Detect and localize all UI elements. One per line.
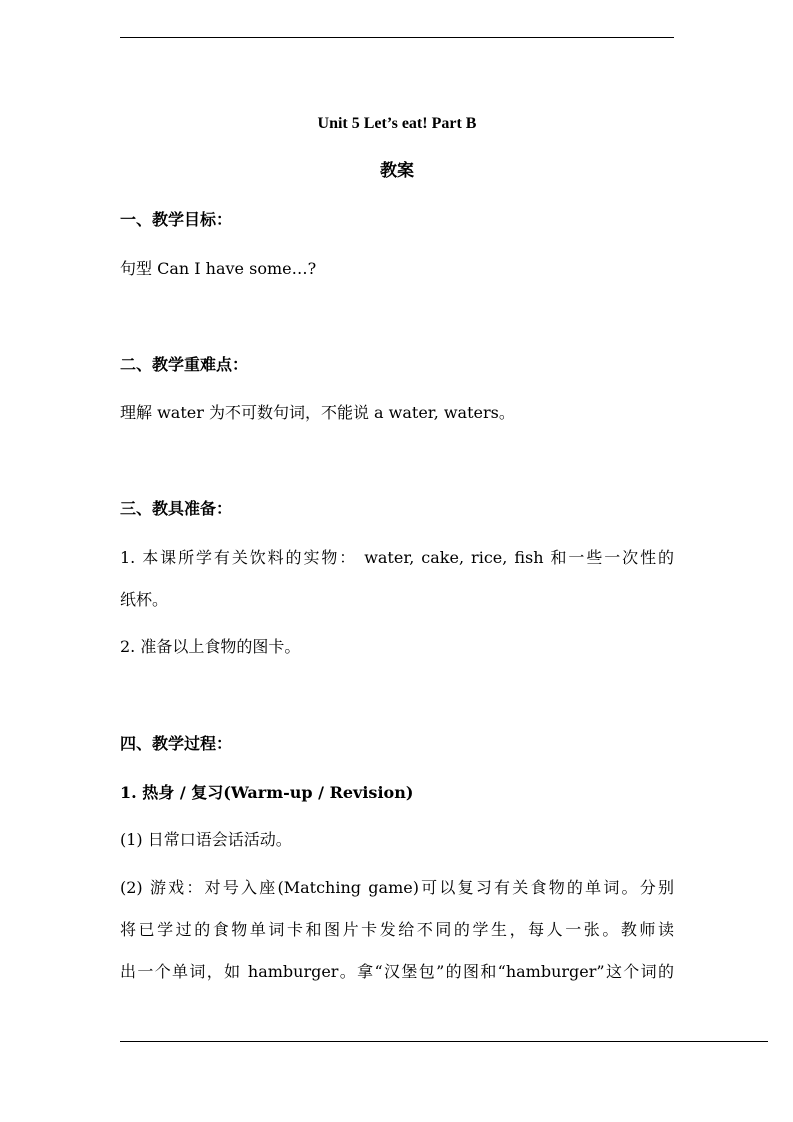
materials-item-1-line-2: 纸杯。 bbox=[120, 590, 169, 609]
header-rule bbox=[120, 37, 674, 38]
document-subtitle: 教案 bbox=[380, 161, 414, 181]
section-heading-materials: 三、教具准备： bbox=[120, 499, 233, 518]
process-step-1-item-2-line-2: 将已学过的食物单词卡和图片卡发给不同的学生，每人一张。教师读 bbox=[120, 920, 674, 939]
materials-item-2: 2. 准备以上食物的图卡。 bbox=[120, 637, 301, 656]
materials-item-1-line-1: 1. 本课所学有关饮料的实物： water, cake, rice, fish 和一些一次性的 bbox=[120, 548, 674, 567]
process-step-1-item-1: (1) 日常口语会话活动。 bbox=[120, 830, 292, 849]
section-heading-difficulties: 二、教学重难点： bbox=[120, 355, 249, 374]
difficulties-text: 理解 water 为不可数句词，不能说 a water, waters。 bbox=[120, 403, 515, 422]
section-heading-process: 四、教学过程： bbox=[120, 734, 233, 753]
section-heading-goals: 一、教学目标： bbox=[120, 210, 233, 229]
process-step-1-item-2-line-3: 出一个单词，如 hamburger。拿“汉堡包”的图和“hamburger”这个词的 bbox=[120, 962, 674, 981]
footer-rule bbox=[120, 1041, 768, 1042]
process-step-1-item-2-line-1: (2) 游戏：对号入座(Matching game)可以复习有关食物的单词。分别 bbox=[120, 878, 674, 897]
document-title: Unit 5 Let’s eat! Part B bbox=[317, 115, 477, 132]
process-step-1-heading: 1. 热身 / 复习(Warm-up / Revision) bbox=[120, 783, 414, 802]
goals-text: 句型 Can I have some…? bbox=[120, 259, 317, 278]
